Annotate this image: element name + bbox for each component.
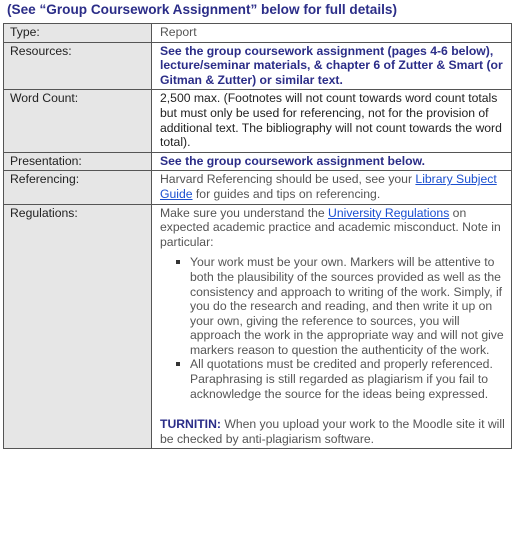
resources-value: See the group coursework assignment (pages 4-6 below), lecture/seminar materials, & chapter 6 of Zutter & Smart (or Gitman & Zutter) or similar text. bbox=[152, 42, 512, 90]
presentation-label: Presentation: bbox=[4, 152, 152, 171]
turnitin-note bbox=[160, 417, 505, 446]
list-item: Your work must be your own. Markers will be attentive to both the plausibility of the sources provided as well as the consistency and approach to writing of the work. Simply, if you do the research and reading, and then write it up on your own, giving the reference to sources, you will approach the work in the appropriate way and will not give markers reason to question the authenticity of the work. bbox=[174, 255, 505, 357]
regulations-text-before: Make sure you understand the bbox=[160, 205, 329, 220]
regulations-text-after: on expected academic practice and academic misconduct. Note in particular: bbox=[160, 205, 501, 249]
turnitin-text: When you upload your work to the Moodle site it will be checked by anti-plagiarism software. bbox=[160, 417, 505, 446]
table-row-word-count bbox=[4, 90, 512, 152]
referencing-label: Referencing: bbox=[4, 171, 152, 204]
table-row-regulations bbox=[4, 204, 512, 449]
regulations-label: Regulations: bbox=[4, 204, 152, 449]
library-subject-guide-link[interactable]: Library Subject Guide bbox=[160, 172, 497, 201]
word-count-value: 2,500 max. (Footnotes will not count towards word count totals but must only be used for referencing, not for the provision of additional text. The bibliography will not count towards the word total). bbox=[152, 90, 512, 152]
presentation-value: See the group coursework assignment below. bbox=[152, 152, 512, 171]
referencing-value bbox=[152, 171, 512, 204]
type-label: Type: bbox=[4, 24, 152, 43]
referencing-text-before: Harvard Referencing should be used, see your bbox=[160, 172, 416, 187]
table-row-type bbox=[4, 24, 512, 43]
section-heading: (See “Group Coursework Assignment” below for full details) bbox=[7, 2, 397, 17]
list-item: All quotations must be credited and properly referenced. Paraphrasing is still regarded as plagiarism if you fail to acknowledge the source for the ideas being expressed. bbox=[174, 357, 505, 401]
turnitin-label: TURNITIN: bbox=[160, 417, 221, 432]
regulations-value bbox=[152, 204, 512, 449]
assessment-details-table bbox=[3, 23, 512, 449]
table-row-referencing bbox=[4, 171, 512, 204]
regulations-intro bbox=[160, 206, 505, 250]
table-row-resources bbox=[4, 42, 512, 90]
table-row-presentation bbox=[4, 152, 512, 171]
word-count-label: Word Count: bbox=[4, 90, 152, 152]
referencing-text-after: for guides and tips on referencing. bbox=[192, 186, 381, 201]
regulations-bullet-list bbox=[160, 255, 505, 401]
university-regulations-link[interactable]: University Regulations bbox=[328, 205, 450, 220]
resources-label: Resources: bbox=[4, 42, 152, 90]
type-value: Report bbox=[152, 24, 512, 43]
